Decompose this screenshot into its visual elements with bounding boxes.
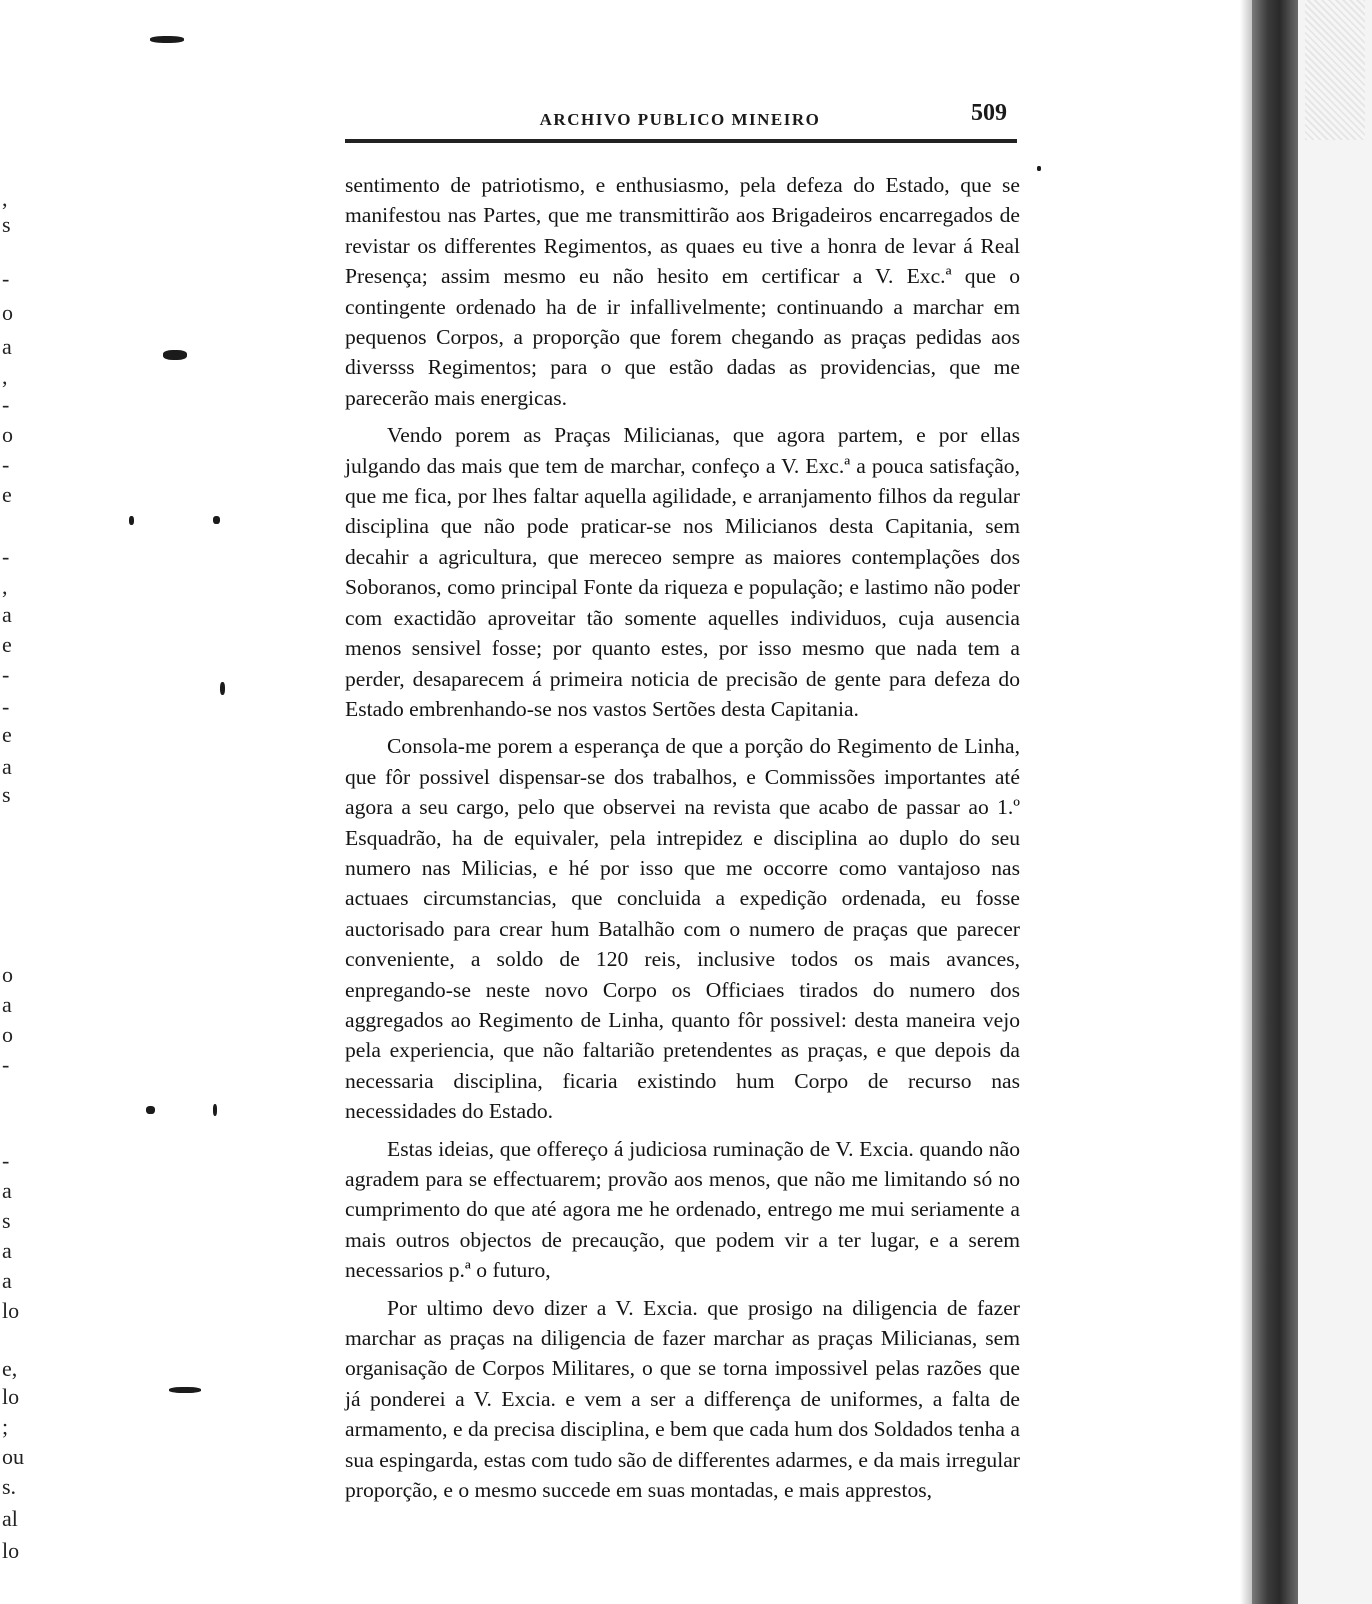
margin-fragment: , <box>2 574 8 599</box>
margin-fragment: e <box>2 722 12 747</box>
paragraph: Vendo porem as Praças Milicianas, que agora partem, e por ellas julgando das mais que tem de marchar, confeço a V. Exc.ª a pouca satisfação, que me fica, por lhes faltar aquella agilidade, e arranjamento filhos da regular disciplina que não pode praticar-se nos Milicianos desta Capitania, sem decahir a agricultura, que mereceo sempre as maiores contemplações dos Soboranos, como principal Fonte da riqueza e população; e lastimo não poder com exactidão aproveitar tão somente aquelles individuos, cuja ausencia menos sensivel fosse; por quanto estes, por isso mesmo que nada tem a perder, desaparecem á primeira noticia de precisão de gente para defeza do Estado embrenhando-se nos vastos Sertões desta Capitania. <box>345 423 1020 721</box>
margin-fragment: s <box>2 1208 11 1233</box>
margin-fragment: a <box>2 992 12 1017</box>
scan-speck <box>220 682 225 695</box>
margin-fragment: a <box>2 754 12 779</box>
margin-fragment: - <box>2 662 10 687</box>
margin-fragment: a <box>2 1238 12 1263</box>
body-text <box>345 170 1020 1512</box>
margin-fragment: e <box>2 632 12 657</box>
scan-speck <box>129 516 134 525</box>
margin-fragment: - <box>2 1148 10 1173</box>
margin-fragment: - <box>2 1052 10 1077</box>
margin-fragment: lo <box>2 1538 20 1563</box>
margin-fragment: e, <box>2 1356 18 1381</box>
book-spine <box>1252 0 1298 1604</box>
paragraph: Por ultimo devo dizer a V. Excia. que prosigo na diligencia de fazer marchar as praças na diligencia de fazer marchar as praças Milicianas, sem organisação de Corpos Militares, o que se torna impossivel pelas razões que já ponderei a V. Excia. e vem a ser a differença de uniformes, a falta de armamento, e da precisa disciplina, e bem que cada hum dos Soldados tenha a sua espingarda, estas com tudo são de differentes adarmes, e da mais irregular proporção, e o mesmo succede em suas montadas, e mais apprestos, <box>345 1295 1020 1503</box>
scan-speck <box>146 1106 155 1114</box>
margin-fragment: - <box>2 266 10 291</box>
facing-page-edge <box>1298 0 1372 1604</box>
paragraph: Estas ideias, que offereço á judiciosa ruminação de V. Excia. quando não agradem para se effectuarem; provão aos menos, que não me limitando só no cumprimento do que até agora me he ordenado, entrego me mui seriamente a mais outros objectos de precaução, que podem vir a ter lugar, e a serem necessarios p.ª o futuro, <box>345 1136 1020 1283</box>
margin-fragment: o <box>2 1022 13 1047</box>
paragraph: Consola-me porem a esperança de que a porção do Regimento de Linha, que fôr possivel dispensar-se dos trabalhos, e Commissões importantes até agora a seu cargo, pelo que observei na revista que acabo de passar ao 1.º Esquadrão, ha de equivaler, pela intrepidez e disciplina ao duplo do seu numero nas Milicias, e hé por isso que me occorre como vantajoso nas actuaes circumstancias, que concluida a expedição ordenada, eu fosse auctorisado para crear hum Batalhão com o numero de praças que parecer conveniente, a soldo de 120 reis, inclusive todos os mais avances, enpregando-se neste novo Corpo os Officiaes tirados do numero dos aggregados ao Regimento de Linha, quanto fôr possivel: desta maneira vejo pela experiencia, que não faltarião pretendentes as praças, e que depois da necessaria disciplina, ficaria existindo hum Corpo de recurso nas necessidades do Estado. <box>345 734 1020 1124</box>
margin-fragment: lo <box>2 1384 20 1409</box>
margin-fragment: o <box>2 962 13 987</box>
margin-fragment: al <box>2 1506 18 1531</box>
margin-fragment: , <box>2 364 8 389</box>
margin-fragment: a <box>2 334 12 359</box>
paragraph: sentimento de patriotismo, e enthusiasmo, pela defeza do Estado, que se manifestou nas Partes, que me transmittirão aos Brigadeiros encarregados de revistar os differentes Regimentos, as quaes eu tive a honra de levar á Real Presença; assim mesmo eu não hesito em certificar a V. Exc.ª que o contingente ordenado ha de ir infallivelmente; continuando a marchar em pequenos Corpos, a proporção que forem chegando as praças pedidas aos diversss Regimentos; para o que estão dadas as providencias, que me parecerão mais energicas. <box>345 173 1020 410</box>
page-number: 509 <box>971 100 1007 126</box>
margin-fragment: - <box>2 452 10 477</box>
margin-fragment: s. <box>2 1474 17 1499</box>
running-head <box>345 98 1015 134</box>
scan-speck <box>163 350 187 360</box>
journal-title: ARCHIVO PUBLICO MINEIRO <box>539 110 821 129</box>
margin-fragment: a <box>2 1268 12 1293</box>
margin-fragment: o <box>2 300 13 325</box>
scan-speck <box>213 516 220 524</box>
margin-fragment: ou <box>2 1444 24 1469</box>
scan-speck <box>169 1387 201 1393</box>
margin-fragment: s <box>2 212 11 237</box>
margin-fragment: s <box>2 782 11 807</box>
margin-fragment: - <box>2 694 10 719</box>
header-rule <box>345 139 1017 143</box>
previous-page-fragments <box>0 0 24 1604</box>
margin-fragment: ; <box>2 1414 9 1439</box>
margin-fragment: a <box>2 1178 12 1203</box>
margin-fragment: o <box>2 422 13 447</box>
scan-speck <box>213 1104 217 1116</box>
margin-fragment: - <box>2 392 10 417</box>
margin-fragment: - <box>2 544 10 569</box>
margin-fragment: lo <box>2 1298 20 1323</box>
scan-speck <box>150 36 184 43</box>
scan-speck <box>1037 166 1041 171</box>
margin-fragment: e <box>2 482 12 507</box>
margin-fragment: a <box>2 602 12 627</box>
facing-page-texture <box>1305 0 1365 140</box>
margin-fragment: , <box>2 186 8 211</box>
